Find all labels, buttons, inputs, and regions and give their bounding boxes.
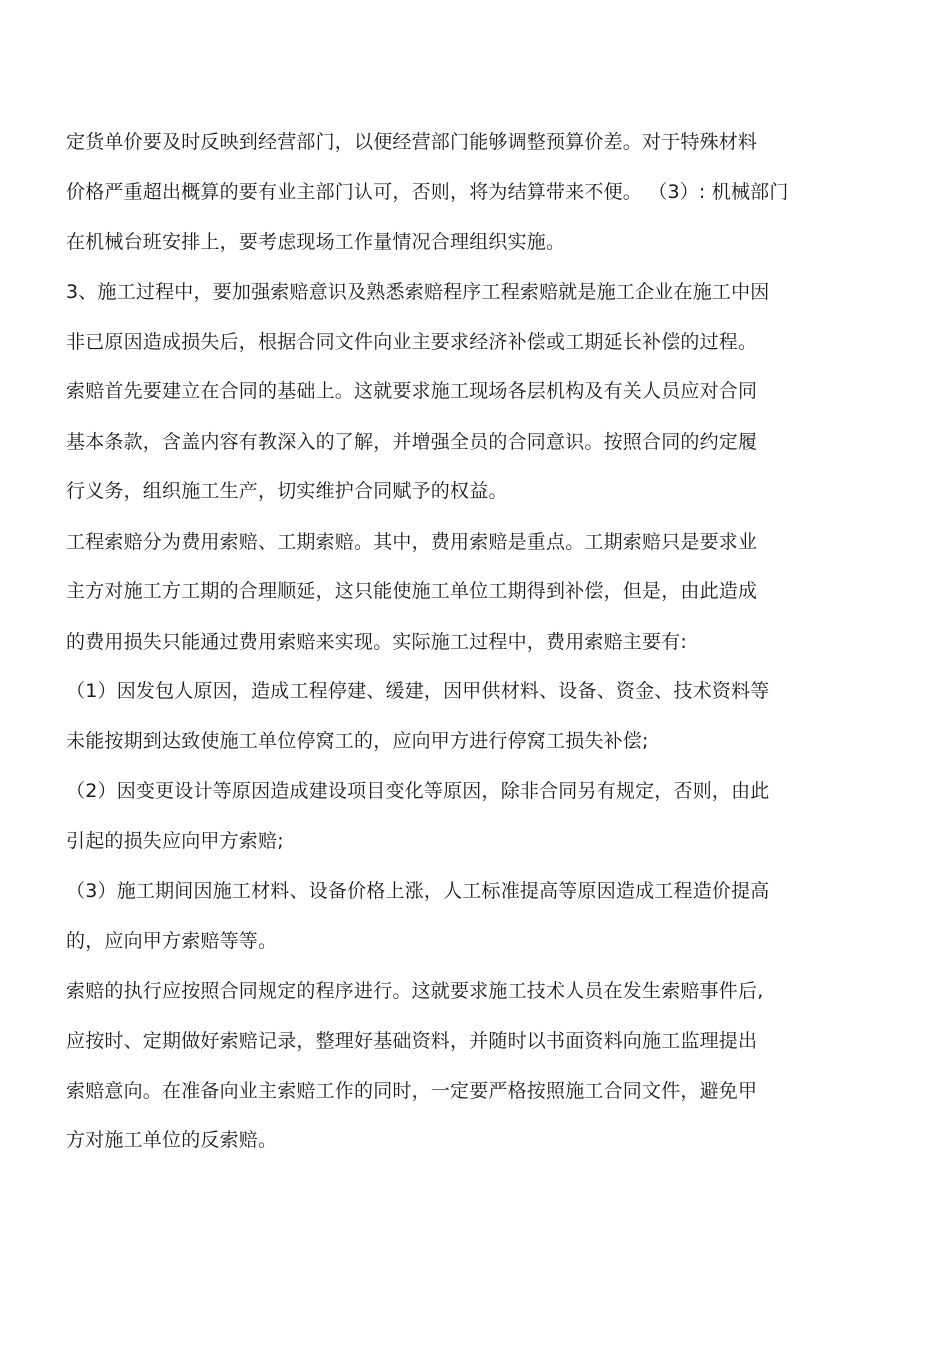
text-line: 索赔的执行应按照合同规定的程序进行。这就要求施工技术人员在发生索赔事件后, [66, 980, 764, 1002]
text-line: 行义务，组织施工生产，切实维护合同赋予的权益。 [66, 480, 508, 502]
text-line: （2）因变更设计等原因造成建设项目变化等原因，除非合同另有规定，否则，由此 [66, 780, 770, 802]
text-line: 索赔首先要建立在合同的基础上。这就要求施工现场各层机构及有关人员应对合同 [66, 380, 758, 402]
text-line: 方对施工单位的反索赔。 [66, 1129, 278, 1151]
text-line: 定货单价要及时反映到经营部门，以便经营部门能够调整预算价差。对于特殊材料 [66, 131, 758, 153]
text-line: （1）因发包人原因，造成工程停建、缓建，因甲供材料、设备、资金、技术资料等 [66, 680, 770, 702]
text-line: 索赔意向。在准备向业主索赔工作的同时，一定要严格按照施工合同文件，避免甲 [66, 1080, 758, 1102]
text-line: 基本条款，含盖内容有教深入的了解，并增强全员的合同意识。按照合同的约定履 [66, 431, 758, 453]
text-line: 3、施工过程中，要加强索赔意识及熟悉索赔程序工程索赔就是施工企业在施工中因 [66, 281, 770, 303]
text-line: 在机械台班安排上，要考虑现场工作量情况合理组织实施。 [66, 231, 566, 253]
text-line: 的，应向甲方索赔等等。 [66, 930, 278, 952]
text-line: 非已原因造成损失后，根据合同文件向业主要求经济补偿或工期延长补偿的过程。 [66, 331, 758, 353]
text-line: 应按时、定期做好索赔记录，整理好基础资料，并随时以书面资料向施工监理提出 [66, 1030, 758, 1052]
text-line: 主方对施工方工期的合理顺延，这只能使施工单位工期得到补偿，但是，由此造成 [66, 580, 758, 602]
text-line: 工程索赔分为费用索赔、工期索赔。其中，费用索赔是重点。工期索赔只是要求业 [66, 531, 758, 553]
text-line: 的费用损失只能通过费用索赔来实现。实际施工过程中，费用索赔主要有: [66, 631, 688, 653]
text-line: （3）施工期间因施工材料、设备价格上涨，人工标准提高等原因造成工程造价提高 [66, 880, 770, 902]
text-line: 引起的损失应向甲方索赔; [66, 830, 284, 852]
text-line: 未能按期到达致使施工单位停窝工的，应向甲方进行停窝工损失补偿; [66, 730, 649, 752]
text-line: 价格严重超出概算的要有业主部门认可，否则，将为结算带来不便。 （3）: 机械部门 [66, 181, 789, 203]
